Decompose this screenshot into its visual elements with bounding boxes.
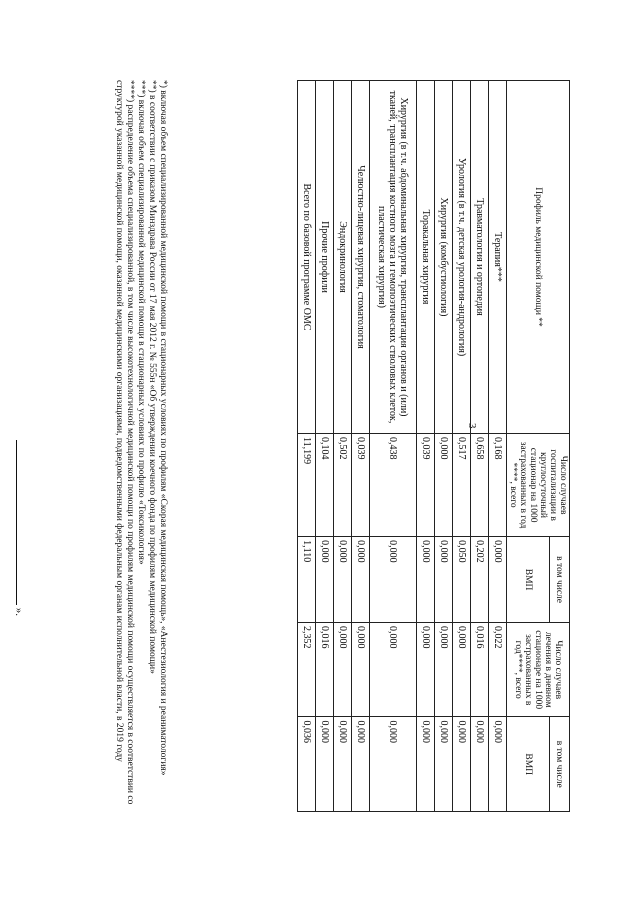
table-header-row [550,81,570,812]
value-cell: 0,438 [370,434,417,537]
value-cell: 11,199 [298,434,316,537]
table-row [489,81,507,812]
profile-cell: Хирургия (комбустиология) [435,81,453,434]
value-cell: 0,104 [316,434,334,537]
value-cell: 0,050 [453,537,471,623]
value-cell: 0,000 [435,622,453,716]
header-hosp-vmp-group: в том числе [550,537,570,623]
signature-line [16,440,25,605]
profile-cell: Прочие профили [316,81,334,434]
table-row [435,81,453,812]
page-number: 3 [466,423,478,429]
value-cell: 0,000 [453,717,471,812]
value-cell: 0,000 [489,717,507,812]
value-cell: 0,000 [417,622,435,716]
header-hosp-total: Число случаев госпитализации в круглосуточный стационар на 1000 застрахованных в год ****, всего [507,434,570,537]
profile-cell: Терапия*** [489,81,507,434]
footnote: ***) включая объем специализированной медицинской помощи в стационарных условиях по профилю «Токсикология» [136,80,146,565]
value-cell: 0,000 [370,622,417,716]
closing-quote: ». [13,607,25,616]
footnote: *) включая объем специализированной медицинской помощи в стационарных условиях по профилям «Скорая медицинская помощь», «Анестезиология и реаниматология» [158,80,168,776]
value-cell: 0,502 [334,434,352,537]
value-cell: 0,000 [352,537,370,623]
header-day-vmp-group: в том числе [550,717,570,812]
volume-table [297,80,570,812]
closing-line [13,440,25,616]
footnotes [113,80,168,820]
header-day-vmp: ВМП [507,717,550,812]
value-cell: 1,110 [298,537,316,623]
value-cell: 0,000 [334,717,352,812]
value-cell: 0,000 [370,537,417,623]
value-cell: 0,039 [352,434,370,537]
value-cell: 0,000 [471,717,489,812]
value-cell: 0,016 [471,622,489,716]
value-cell: 0,168 [489,434,507,537]
table-row [316,81,334,812]
profile-cell: Травматология и ортопедия [471,81,489,434]
footnote: **) в соответствии с приказом Минздрава России от 17 мая 2012 г. № 555н «Об утверждении коечного фонда по профилям медицинской помощи» [147,80,157,674]
table-row [298,81,316,812]
value-cell: 0,000 [453,622,471,716]
table-row [453,81,471,812]
value-cell: 0,517 [453,434,471,537]
value-cell: 0,000 [316,537,334,623]
value-cell: 0,000 [316,717,334,812]
value-cell: 0,022 [489,622,507,716]
value-cell: 0,000 [435,717,453,812]
table-row [471,81,489,812]
value-cell: 0,000 [435,537,453,623]
header-hosp-vmp: ВМП [507,537,550,623]
profile-cell: Челюстно-лицевая хирургия, стоматология [352,81,370,434]
value-cell: 0,000 [489,537,507,623]
header-day-total: Число случаев лечения в дневном стационаре на 1000 застрахованных в год****, всего [507,622,570,716]
value-cell: 0,039 [417,434,435,537]
value-cell: 0,000 [334,622,352,716]
value-cell: 0,000 [435,434,453,537]
value-cell: 0,000 [370,717,417,812]
value-cell: 0,000 [417,717,435,812]
value-cell: 2,352 [298,622,316,716]
table-row [352,81,370,812]
table-row [334,81,352,812]
table-row [417,81,435,812]
value-cell: 0,658 [471,434,489,537]
table-row [370,81,417,812]
value-cell: 0,036 [298,717,316,812]
profile-cell: Эндокринология [334,81,352,434]
profile-cell: Урология (в т.ч. детская урология-андрология) [453,81,471,434]
value-cell: 0,016 [316,622,334,716]
value-cell: 0,000 [334,537,352,623]
profile-cell: Торакальная хирургия [417,81,435,434]
profile-cell: Хирургия (в т.ч. абдоминальная хирургия, трансплантация органов и (или) тканей, трансплантация костного мозга и гемопоэтических стволовых клеток, пластическая хирургия) [370,81,417,434]
value-cell: 0,202 [471,537,489,623]
value-cell: 0,000 [352,622,370,716]
header-profile: Профиль медицинской помощи ** [507,81,570,434]
value-cell: 0,000 [352,717,370,812]
footnote: ****) распределение объема специализированной, в том числе высокотехнологичной медицинской помощи по профилям медицинской помощи осуществляется в соответствии со структурой указанной медицинской помощи, оказанной медицинскими организациями, подведомственными федеральным органам исполнительной власти, в 2019 году [114,80,135,805]
profile-cell: Всего по базовой программе ОМС [298,81,316,434]
value-cell: 0,000 [417,537,435,623]
